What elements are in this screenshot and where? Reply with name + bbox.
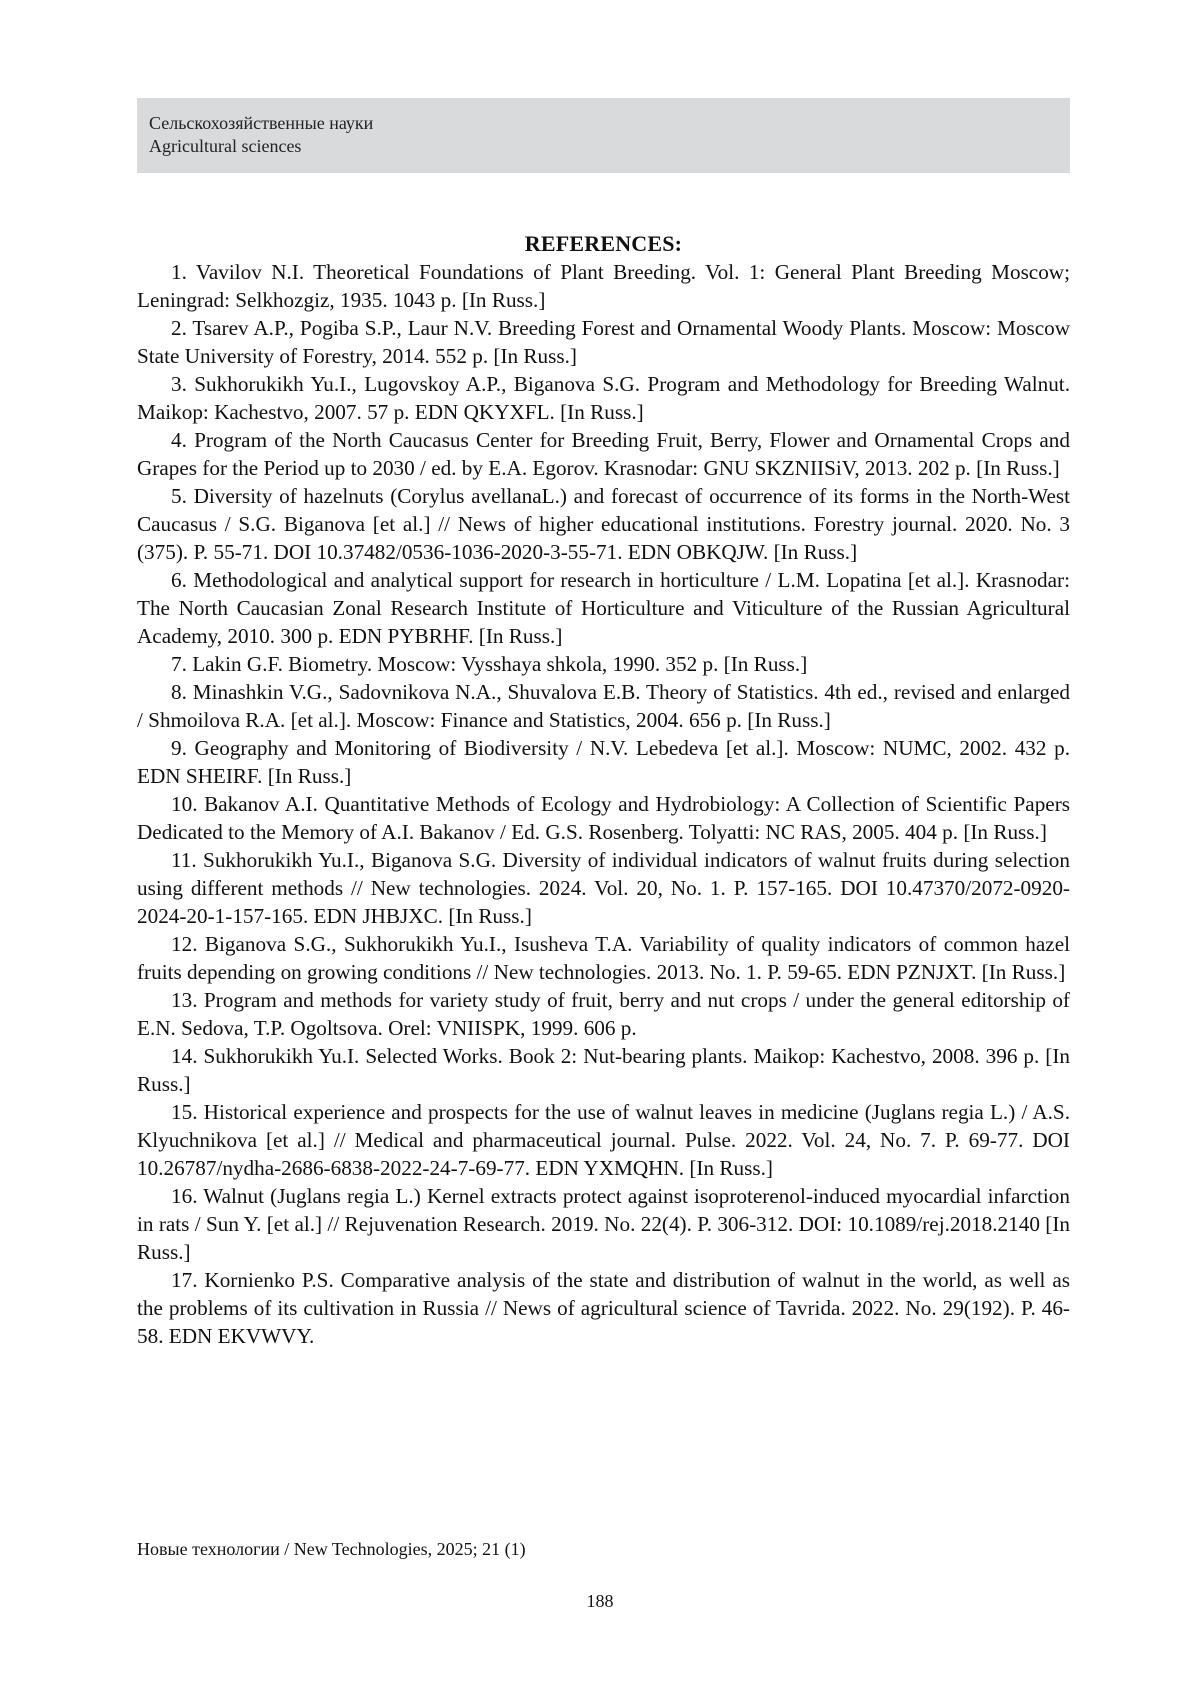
references-heading: REFERENCES:	[524, 231, 683, 256]
references-section	[137, 230, 1070, 1350]
reference-item: 13. Program and methods for variety study of fruit, berry and nut crops / under the general editorship of E.N. Sedova, T.P. Ogoltsova. Orel: VNIISPK, 1999. 606 p.	[137, 988, 1070, 1040]
journal-footer: Новые технологии / New Technologies, 2025; 21 (1)	[137, 1539, 526, 1559]
reference-item: 1. Vavilov N.I. Theoretical Foundations of Plant Breeding. Vol. 1: General Plant Breeding Moscow; Leningrad: Selkhozgiz, 1935. 1043 p. [In Russ.]	[137, 260, 1070, 312]
section-title-en: Agricultural sciences	[149, 136, 302, 156]
reference-item: 8. Minashkin V.G., Sadovnikova N.A., Shuvalova E.B. Theory of Statistics. 4th ed., revised and enlarged / Shmoilova R.A. [et al.]. Moscow: Finance and Statistics, 2004. 656 p. [In Russ.]	[137, 680, 1070, 732]
page-number: 188	[586, 1591, 614, 1611]
reference-item: 11. Sukhorukikh Yu.I., Biganova S.G. Diversity of individual indicators of walnut fruits during selection using different methods // New technologies. 2024. Vol. 20, No. 1. P. 157-165. DOI 10.47370/2072-0920-2024-20-1-157-165. EDN JHBJXC. [In Russ.]	[137, 848, 1070, 928]
reference-item: 5. Diversity of hazelnuts (Corylus avellanaL.) and forecast of occurrence of its forms in the North-West Caucasus / S.G. Biganova [et al.] // News of higher educational institutions. Forestry journal. 2020. No. 3 (375). P. 55-71. DOI 10.37482/0536-1036-2020-3-55-71. EDN OBKQJW. [In Russ.]	[137, 484, 1070, 564]
reference-item: 7. Lakin G.F. Biometry. Moscow: Vysshaya shkola, 1990. 352 p. [In Russ.]	[171, 652, 808, 676]
reference-item: 3. Sukhorukikh Yu.I., Lugovskoy A.P., Biganova S.G. Program and Methodology for Breeding Walnut. Maikop: Kachestvo, 2007. 57 p. EDN QKYXFL. [In Russ.]	[137, 372, 1070, 424]
section-header	[137, 98, 1070, 173]
reference-item: 17. Kornienko P.S. Comparative analysis of the state and distribution of walnut in the world, as well as the problems of its cultivation in Russia // News of agricultural science of Tavrida. 2022. No. 29(192). P. 46-58. EDN EKVWVY.	[137, 1268, 1070, 1348]
reference-item: 14. Sukhorukikh Yu.I. Selected Works. Book 2: Nut-bearing plants. Maikop: Kachestvo, 2008. 396 p. [In Russ.]	[137, 1044, 1070, 1096]
reference-list	[137, 258, 1070, 1350]
reference-item: 4. Program of the North Caucasus Center for Breeding Fruit, Berry, Flower and Ornamental Crops and Grapes for the Period up to 2030 / ed. by E.A. Egorov. Krasnodar: GNU SKZNIISiV, 2013. 202 p. [In Russ.]	[137, 428, 1070, 480]
reference-item: 9. Geography and Monitoring of Biodiversity / N.V. Lebedeva [et al.]. Moscow: NUMC, 2002. 432 p. EDN SHEIRF. [In Russ.]	[137, 736, 1070, 788]
section-title-ru: Сельскохозяйственные науки	[149, 113, 374, 133]
reference-item: 15. Historical experience and prospects for the use of walnut leaves in medicine (Juglans regia L.) / A.S. Klyuchnikova [et al.] // Medical and pharmaceutical journal. Pulse. 2022. Vol. 24, No. 7. P. 69-77. DOI 10.26787/nydha-2686-6838-2022-24-7-69-77. EDN YXMQHN. [In Russ.]	[137, 1100, 1070, 1180]
reference-item: 12. Biganova S.G., Sukhorukikh Yu.I., Isusheva T.A. Variability of quality indicators of common hazel fruits depending on growing conditions // New technologies. 2013. No. 1. P. 59-65. EDN PZNJXT. [In Russ.]	[137, 932, 1070, 984]
reference-item: 10. Bakanov A.I. Quantitative Methods of Ecology and Hydrobiology: A Collection of Scientific Papers Dedicated to the Memory of A.I. Bakanov / Ed. G.S. Rosenberg. Tolyatti: NC RAS, 2005. 404 p. [In Russ.]	[137, 792, 1070, 844]
reference-item: 6. Methodological and analytical support for research in horticulture / L.M. Lopatina [et al.]. Krasnodar: The North Caucasian Zonal Research Institute of Horticulture and Viticulture of the Russian Agricultural Academy, 2010. 300 p. EDN PYBRHF. [In Russ.]	[137, 568, 1070, 648]
reference-item: 2. Tsarev A.P., Pogiba S.P., Laur N.V. Breeding Forest and Ornamental Woody Plants. Moscow: Moscow State University of Forestry, 2014. 552 p. [In Russ.]	[137, 316, 1070, 368]
reference-item: 16. Walnut (Juglans regia L.) Kernel extracts protect against isoproterenol-induced myocardial infarction in rats / Sun Y. [et al.] // Rejuvenation Research. 2019. No. 22(4). P. 306-312. DOI: 10.1089/rej.2018.2140 [In Russ.]	[137, 1184, 1070, 1264]
